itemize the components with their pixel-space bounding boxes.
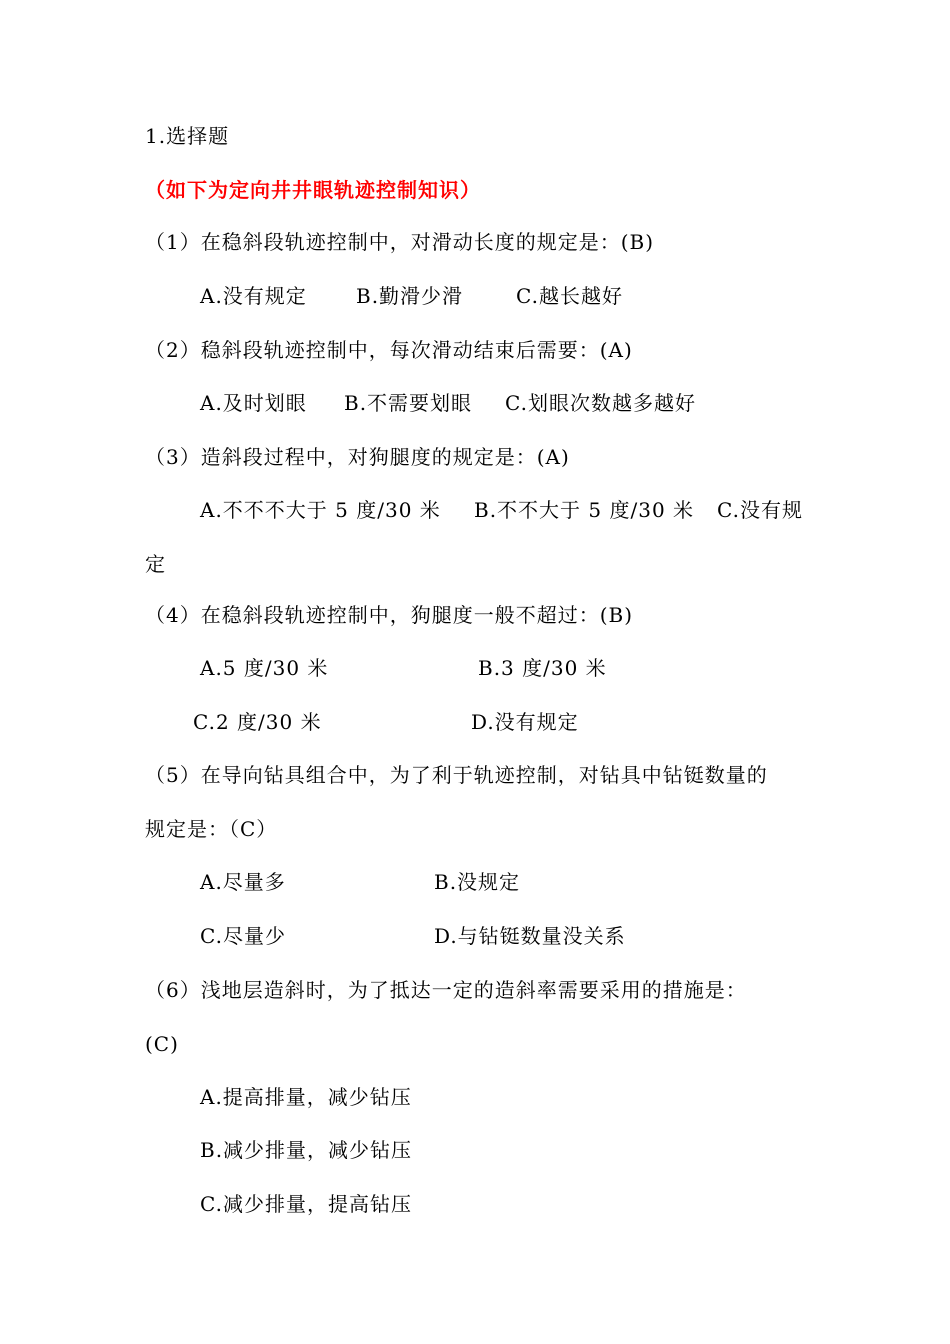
question-4-option-c: C.2 度/30 米 (193, 710, 322, 734)
question-3-option-b: B.不不大于 5 度/30 米 (474, 498, 695, 522)
section-heading: 1.选择题 (145, 124, 230, 148)
question-1-stem: （1）在稳斜段轨迹控制中，对滑动长度的规定是：(B) (145, 230, 655, 254)
question-6-option-c: C.减少排量，提高钻压 (200, 1192, 412, 1216)
question-5-stem-continued: 规定是：（C） (145, 817, 278, 841)
question-5-option-d: D.与钻铤数量没关系 (434, 924, 626, 948)
question-4-option-a: A.5 度/30 米 (200, 656, 329, 680)
question-5-stem: （5）在导向钻具组合中，为了利于轨迹控制，对钻具中钻铤数量的 (145, 763, 768, 787)
question-2-stem: （2）稳斜段轨迹控制中，每次滑动结束后需要：(A) (145, 338, 633, 362)
question-1-option-b: B.勤滑少滑 (356, 284, 464, 308)
question-5-option-c: C.尽量少 (200, 924, 286, 948)
question-4-stem: （4）在稳斜段轨迹控制中，狗腿度一般不超过：(B) (145, 603, 634, 627)
question-2-option-b: B.不需要划眼 (344, 391, 473, 415)
question-3-option-a: A.不不不大于 5 度/30 米 (200, 498, 441, 522)
question-6-option-b: B.减少排量，减少钻压 (200, 1138, 413, 1162)
topic-note: （如下为定向井井眼轨迹控制知识） (145, 178, 481, 202)
question-4-option-d: D.没有规定 (471, 710, 579, 734)
question-1-option-c: C.越长越好 (516, 284, 623, 308)
question-4-option-b: B.3 度/30 米 (478, 656, 607, 680)
question-6-stem: （6）浅地层造斜时，为了抵达一定的造斜率需要采用的措施是： (145, 978, 747, 1002)
question-5-option-a: A.尽量多 (200, 870, 286, 894)
question-2-option-c: C.划眼次数越多越好 (505, 391, 696, 415)
question-3-option-c-continued: 定 (145, 552, 166, 576)
question-6-stem-continued: (C) (145, 1032, 179, 1056)
question-2-option-a: A.及时划眼 (200, 391, 307, 415)
question-5-option-b: B.没规定 (434, 870, 521, 894)
question-6-option-a: A.提高排量，减少钻压 (200, 1085, 412, 1109)
question-3-option-c: C.没有规 (717, 498, 803, 522)
question-1-option-a: A.没有规定 (200, 284, 307, 308)
question-3-stem: （3）造斜段过程中，对狗腿度的规定是：(A) (145, 445, 570, 469)
